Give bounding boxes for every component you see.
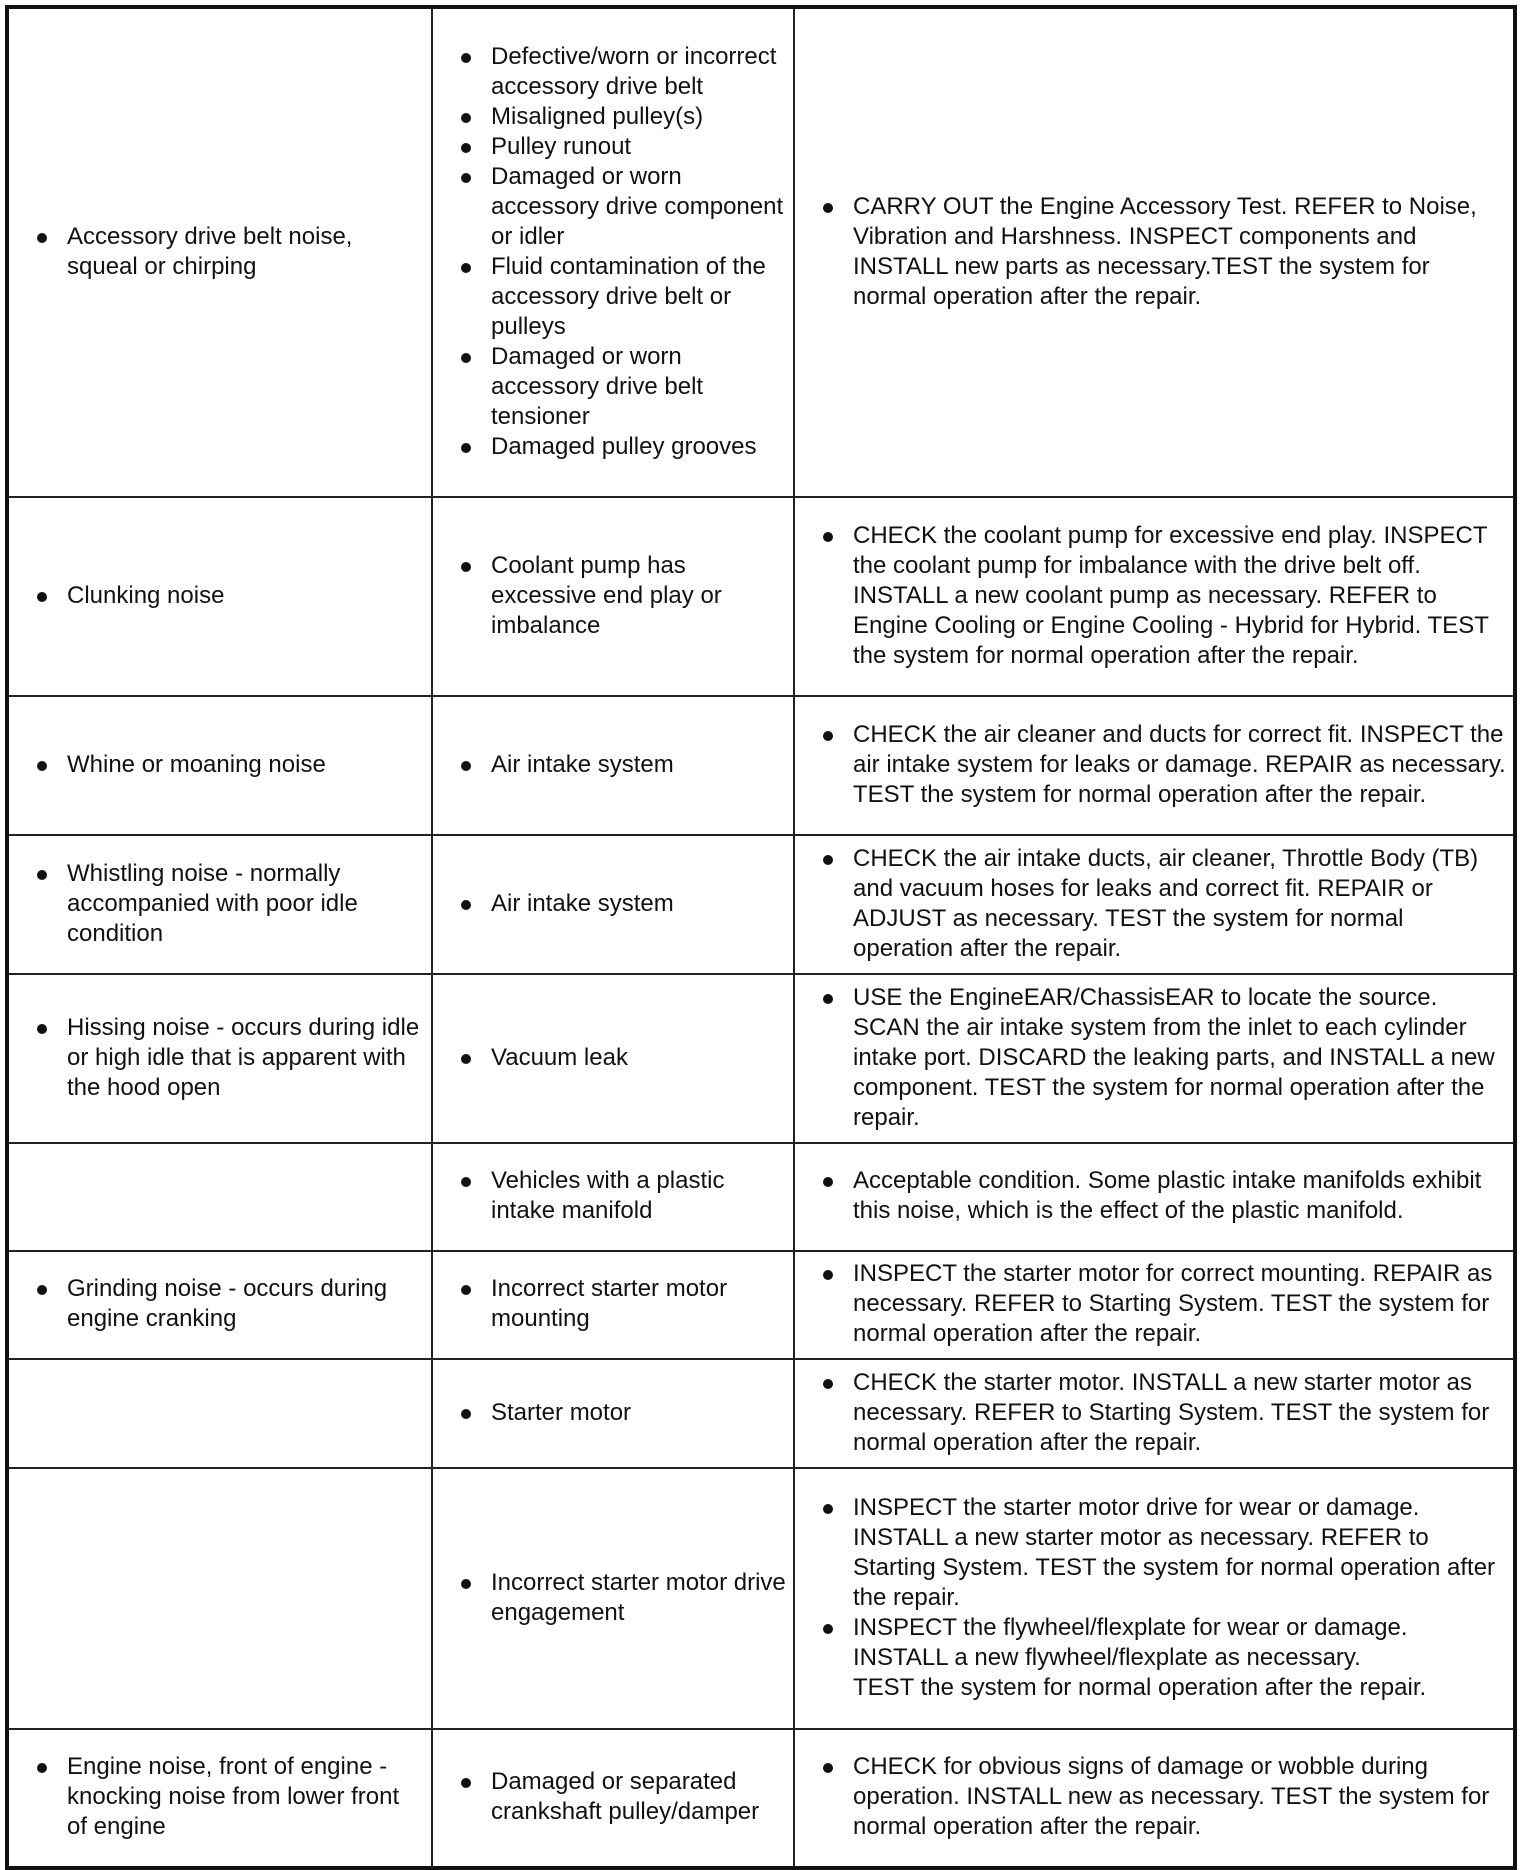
action-item: Acceptable condition. Some plastic intake manifolds exhibit this noise, which is the effect of the plastic manifold. [801, 1166, 1507, 1226]
cause-item: Damaged or worn accessory drive belt tensioner [439, 342, 787, 432]
cause-item: Vacuum leak [439, 1043, 787, 1073]
table-row [7, 1359, 1515, 1468]
symptom-cell [7, 1729, 432, 1868]
cause-cell [432, 1251, 794, 1359]
symptom-text: Engine noise, front of engine - knocking noise from lower front of engine [15, 1752, 425, 1842]
symptom-text: Accessory drive belt noise, squeal or chirping [15, 222, 425, 282]
cause-item: Fluid contamination of the accessory drive belt or pulleys [439, 252, 787, 342]
cause-item: Vehicles with a plastic intake manifold [439, 1166, 787, 1226]
action-item: CHECK the starter motor. INSTALL a new starter motor as necessary. REFER to Starting System. TEST the system for normal operation after the repair. [801, 1368, 1507, 1458]
symptom-cell [7, 1143, 432, 1251]
table-row [7, 835, 1515, 974]
symptom-cell [7, 835, 432, 974]
cause-item: Air intake system [439, 889, 787, 919]
table-row [7, 7, 1515, 497]
cause-cell [432, 7, 794, 497]
symptom-cell [7, 1251, 432, 1359]
symptom-cell [7, 1468, 432, 1729]
action-item: CHECK the coolant pump for excessive end play. INSPECT the coolant pump for imbalance with the drive belt off. INSTALL a new coolant pump as necessary. REFER to Engine Cooling or Engine Cooling - Hybrid for Hybrid. TEST the system for normal operation after the repair. [801, 521, 1507, 671]
cause-cell [432, 1729, 794, 1868]
symptom-text: Whistling noise - normally accompanied with poor idle condition [15, 859, 425, 949]
cause-cell [432, 696, 794, 835]
action-item: CHECK for obvious signs of damage or wobble during operation. INSTALL new as necessary. TEST the system for normal operation after the repair. [801, 1752, 1507, 1842]
table-row [7, 1251, 1515, 1359]
cause-item: Incorrect starter motor drive engagement [439, 1568, 787, 1628]
cause-cell [432, 974, 794, 1143]
table-row [7, 696, 1515, 835]
symptom-text: Whine or moaning noise [15, 750, 425, 780]
cause-item: Starter motor [439, 1398, 787, 1428]
cause-item: Air intake system [439, 750, 787, 780]
symptom-cell [7, 7, 432, 497]
cause-item: Misaligned pulley(s) [439, 102, 787, 132]
cause-item: Damaged pulley grooves [439, 432, 787, 462]
cause-cell [432, 835, 794, 974]
symptom-cell [7, 1359, 432, 1468]
table-row [7, 1468, 1515, 1729]
action-cell [794, 1729, 1515, 1868]
action-item: USE the EngineEAR/ChassisEAR to locate the source. SCAN the air intake system from the inlet to each cylinder intake port. DISCARD the leaking parts, and INSTALL a new component. TEST the system for normal operation after the repair. [801, 983, 1507, 1133]
cause-item: Defective/worn or incorrect accessory drive belt [439, 42, 787, 102]
cause-cell [432, 497, 794, 696]
symptom-text: Hissing noise - occurs during idle or high idle that is apparent with the hood open [15, 1013, 425, 1103]
action-item: INSPECT the starter motor drive for wear or damage. INSTALL a new starter motor as necessary. REFER to Starting System. TEST the system for normal operation after the repair. [801, 1493, 1507, 1613]
symptom-cell [7, 696, 432, 835]
action-cell [794, 696, 1515, 835]
action-cell [794, 974, 1515, 1143]
symptom-text: Grinding noise - occurs during engine cranking [15, 1274, 425, 1334]
diagnosis-table [5, 5, 1517, 1870]
cause-item: Pulley runout [439, 132, 787, 162]
action-cell [794, 1251, 1515, 1359]
cause-item: Coolant pump has excessive end play or imbalance [439, 551, 787, 641]
table-row [7, 974, 1515, 1143]
cause-item: Damaged or separated crankshaft pulley/damper [439, 1767, 787, 1827]
action-item-continued: TEST the system for normal operation after the repair. [853, 1673, 1427, 1701]
symptom-cell [7, 974, 432, 1143]
action-cell [794, 7, 1515, 497]
action-cell [794, 497, 1515, 696]
symptom-text: Clunking noise [15, 581, 425, 611]
action-cell [794, 1468, 1515, 1729]
action-item: CARRY OUT the Engine Accessory Test. REFER to Noise, Vibration and Harshness. INSPECT components and INSTALL new parts as necessary.TEST the system for normal operation after the repair. [801, 192, 1507, 312]
action-cell [794, 1359, 1515, 1468]
action-cell [794, 1143, 1515, 1251]
cause-cell [432, 1468, 794, 1729]
cause-cell [432, 1143, 794, 1251]
action-item: INSPECT the starter motor for correct mounting. REPAIR as necessary. REFER to Starting System. TEST the system for normal operation after the repair. [801, 1259, 1507, 1349]
table-row [7, 1729, 1515, 1868]
cause-item: Incorrect starter motor mounting [439, 1274, 787, 1334]
symptom-cell [7, 497, 432, 696]
cause-item: Damaged or worn accessory drive component or idler [439, 162, 787, 252]
table-row [7, 1143, 1515, 1251]
table-row [7, 497, 1515, 696]
cause-cell [432, 1359, 794, 1468]
action-item: CHECK the air cleaner and ducts for correct fit. INSPECT the air intake system for leaks or damage. REPAIR as necessary. TEST the system for normal operation after the repair. [801, 720, 1507, 810]
action-item: INSPECT the flywheel/flexplate for wear or damage. INSTALL a new flywheel/flexplate as necessary. [801, 1613, 1507, 1673]
action-item: CHECK the air intake ducts, air cleaner, Throttle Body (TB) and vacuum hoses for leaks and correct fit. REPAIR or ADJUST as necessary. TEST the system for normal operation after the repair. [801, 844, 1507, 964]
action-cell [794, 835, 1515, 974]
